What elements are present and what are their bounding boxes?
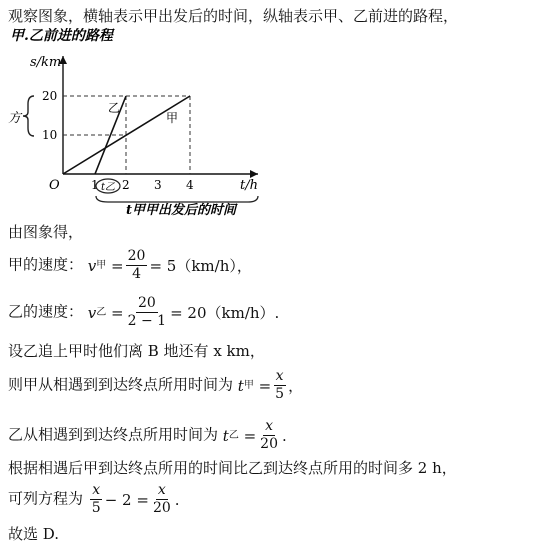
distance-time-graph: [8, 26, 288, 216]
relation-text: 根据相遇后甲到达终点所用的时间比乙到达终点所用的时间多 2 h，: [8, 459, 457, 477]
y-tick-20: 20: [42, 89, 58, 103]
label-jia: 甲: [166, 111, 179, 125]
speed-jia-line: 甲的速度： v 甲 = $\frac{20}{4}$ = 5（km/h），: [8, 248, 252, 282]
fraction-time-yi: $\frac{x}{20}$: [260, 418, 278, 452]
x-tick-4: 4: [186, 178, 194, 192]
fraction-time-jia: $\frac{x}{5}$: [275, 368, 285, 402]
y-tick-10: 10: [42, 128, 58, 142]
origin-label: O: [49, 178, 60, 193]
x-tick-1: 1: [91, 178, 99, 192]
handwritten-side-note: 方: [8, 111, 22, 126]
intro-text: 观察图象，横轴表示甲出发后的时间，纵轴表示甲、乙前进的路程，: [8, 7, 459, 25]
time-yi-line: 乙从相遇到到达终点所用时间为 t 乙 = $\frac{x}{20}$ .: [8, 418, 287, 452]
y-axis-label: s/km: [30, 55, 62, 70]
time-jia-line: 则甲从相遇到到达终点所用时间为 t 甲 = $\frac{x}{5}$ ，: [8, 368, 304, 402]
x-tick-2: 2: [122, 178, 130, 192]
fraction-eq-right: $\frac{x}{20}$: [152, 482, 171, 516]
x-axis-label: t/h: [240, 178, 258, 193]
fraction-speed-jia: $\frac{20}{4}$: [127, 248, 146, 282]
graph-handwritten-title: 甲.乙前进的路程: [10, 28, 113, 44]
speed-yi-line: 乙的速度： v 乙 = $\frac{20}{2 - 1}$ = 20（km/h）.: [8, 295, 280, 329]
handwritten-t2: t乙: [101, 182, 116, 193]
equation-line: 可列方程为 $\frac{x}{5}$ − 2 = $\frac{x}{20}$ .: [8, 482, 180, 516]
assume-text: 设乙追上甲时他们离 B 地还有 x km，: [8, 342, 265, 360]
from-graph-text: 由图象得，: [8, 223, 84, 241]
label-yi: 乙: [108, 101, 121, 115]
handwritten-bottom-note: t甲甲出发后的时间: [126, 203, 237, 216]
fraction-speed-yi: $\frac{20}{2 - 1}$: [127, 295, 167, 329]
fraction-eq-left: $\frac{x}{5}$: [91, 482, 101, 516]
x-tick-3: 3: [154, 178, 162, 192]
answer-text: 故选 D.: [8, 525, 60, 543]
